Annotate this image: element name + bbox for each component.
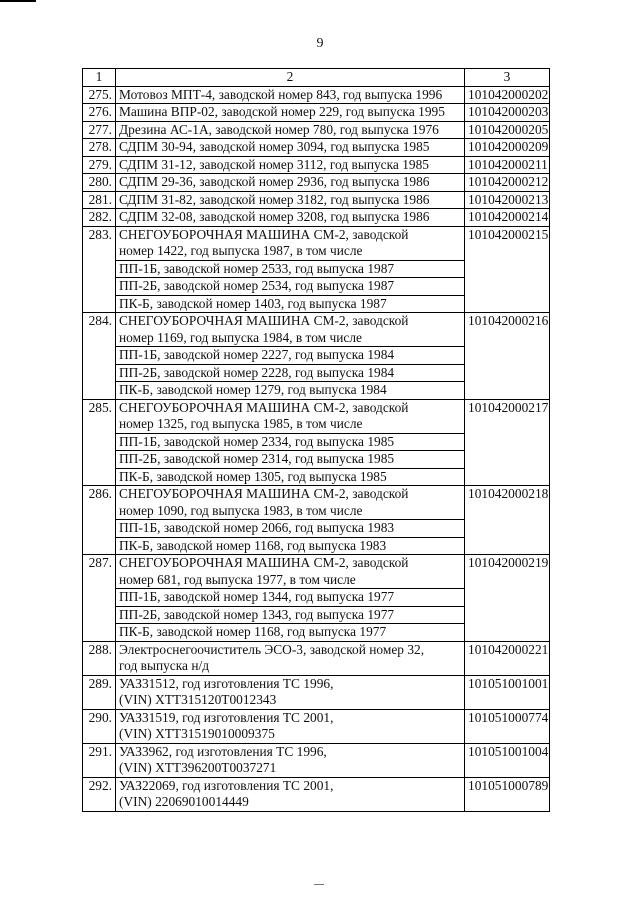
- inventory-code: 101042000215: [465, 226, 550, 313]
- description-line: (VIN) 22069010014449: [119, 794, 249, 809]
- header-col-2: 2: [116, 69, 465, 87]
- description-line: Мотовоз МПТ-4, заводской номер 843, год выпуска 1996: [119, 86, 443, 102]
- description-line: СДПМ 29-36, заводской номер 2936, год выпуска 1986: [119, 174, 430, 189]
- inventory-code: 101042000214: [465, 209, 550, 227]
- component-description: ПП-1Б, заводской номер 2227, год выпуска 1984: [116, 347, 465, 365]
- table-row: [83, 209, 550, 227]
- row-number: 286.: [83, 486, 116, 555]
- row-description: [116, 156, 465, 174]
- component-description: ПП-2Б, заводской номер 2534, год выпуска 1987: [116, 278, 465, 296]
- table-row: [83, 226, 550, 260]
- description-line: СДПМ 30-94, заводской номер 3094, год выпуска 1985: [119, 139, 430, 154]
- inventory-code: 101042000211: [465, 156, 550, 174]
- row-description: [116, 641, 465, 675]
- inventory-code: 101042000203: [465, 104, 550, 122]
- description-line: СДПМ 31-12, заводской номер 3112, год выпуска 1985: [119, 156, 429, 172]
- inventory-code: 101042000221: [465, 641, 550, 675]
- inventory-code: 101051000789: [465, 777, 550, 811]
- description-line: УАЗ31512, год изготовления ТС 1996,: [119, 675, 334, 691]
- description-line: СДПМ 32-08, заводской номер 3208, год выпуска 1986: [119, 209, 430, 224]
- row-description: [116, 139, 465, 157]
- table-row: [83, 104, 550, 122]
- table-row: [83, 191, 550, 209]
- description-line: Дрезина АС-1А, заводской номер 780, год выпуска 1976: [119, 121, 439, 137]
- component-description: ПК-Б, заводской номер 1168, год выпуска 1983: [116, 537, 465, 555]
- component-description: ПП-1Б, заводской номер 2533, год выпуска 1987: [116, 260, 465, 278]
- row-description: [116, 743, 465, 777]
- table-row: [83, 86, 550, 104]
- row-number: 275.: [83, 86, 116, 104]
- header-col-3: 3: [465, 69, 550, 87]
- table-row: [83, 121, 550, 139]
- row-number: 283.: [83, 226, 116, 313]
- table-row: [83, 641, 550, 675]
- row-number: 276.: [83, 104, 116, 122]
- inventory-code: 101051001004: [465, 743, 550, 777]
- row-description: [116, 86, 465, 104]
- description-line: номер 1325, год выпуска 1985, в том числе: [119, 416, 363, 431]
- inventory-code: 101042000216: [465, 313, 550, 400]
- table-row: [83, 399, 550, 433]
- row-number: 288.: [83, 641, 116, 675]
- row-description: [116, 121, 465, 139]
- description-line: (VIN) ХТТ31519010009375: [119, 726, 275, 741]
- inventory-code: 101042000217: [465, 399, 550, 486]
- row-description: [116, 209, 465, 227]
- inventory-code: 101042000219: [465, 555, 550, 642]
- row-description: [116, 174, 465, 192]
- row-number: 289.: [83, 675, 116, 709]
- description-line: (VIN) ХТТ396200Т0037271: [119, 760, 277, 775]
- component-description: ПП-1Б, заводской номер 2066, год выпуска 1983: [116, 520, 465, 538]
- description-line: СНЕГОУБОРОЧНАЯ МАШИНА СМ-2, заводской: [119, 226, 409, 242]
- table-row: [83, 174, 550, 192]
- row-number: 279.: [83, 156, 116, 174]
- table-row: [83, 709, 550, 743]
- inventory-code: 101042000205: [465, 121, 550, 139]
- row-description: [116, 486, 465, 520]
- description-line: СНЕГОУБОРОЧНАЯ МАШИНА СМ-2, заводской: [119, 399, 409, 415]
- description-line: УАЗ3962, год изготовления ТС 1996,: [119, 743, 327, 759]
- page-number: 9: [316, 36, 324, 51]
- row-number: 282.: [83, 209, 116, 227]
- corner-mark: [0, 0, 36, 2]
- row-description: [116, 313, 465, 347]
- component-description: ПК-Б, заводской номер 1403, год выпуска 1987: [116, 295, 465, 313]
- row-number: 280.: [83, 174, 116, 192]
- row-description: [116, 777, 465, 811]
- row-number: 277.: [83, 121, 116, 139]
- table-header-row: [83, 69, 550, 87]
- row-description: [116, 709, 465, 743]
- inventory-code: 101042000213: [465, 191, 550, 209]
- row-description: [116, 226, 465, 260]
- row-number: 285.: [83, 399, 116, 486]
- table-row: [83, 139, 550, 157]
- table-row: [83, 743, 550, 777]
- description-line: УАЗ31519, год изготовления ТС 2001,: [119, 709, 334, 725]
- inventory-code: 101042000212: [465, 174, 550, 192]
- table-body: [83, 69, 550, 812]
- description-line: номер 681, год выпуска 1977, в том числе: [119, 571, 356, 587]
- component-description: ПП-1Б, заводской номер 1344, год выпуска 1977: [116, 589, 465, 607]
- description-line: СНЕГОУБОРОЧНАЯ МАШИНА СМ-2, заводской: [119, 486, 409, 501]
- component-description: ПК-Б, заводской номер 1279, год выпуска 1984: [116, 382, 465, 400]
- description-line: номер 1169, год выпуска 1984, в том числе: [119, 329, 362, 345]
- table-row: [83, 313, 550, 347]
- row-number: 278.: [83, 139, 116, 157]
- row-number: 287.: [83, 555, 116, 642]
- row-description: [116, 555, 465, 589]
- row-description: [116, 399, 465, 433]
- component-description: ПП-2Б, заводской номер 2228, год выпуска 1984: [116, 364, 465, 382]
- row-description: [116, 104, 465, 122]
- inventory-code: 101042000218: [465, 486, 550, 555]
- row-number: 284.: [83, 313, 116, 400]
- inventory-table: [82, 68, 550, 812]
- description-line: Машина ВПР-02, заводской номер 229, год выпуска 1995: [119, 104, 445, 119]
- row-number: 290.: [83, 709, 116, 743]
- description-line: СНЕГОУБОРОЧНАЯ МАШИНА СМ-2, заводской: [119, 555, 409, 570]
- inventory-code: 101042000209: [465, 139, 550, 157]
- inventory-code: 101051000774: [465, 709, 550, 743]
- header-col-1: 1: [83, 69, 116, 87]
- table-row: [83, 156, 550, 174]
- description-line: (VIN) ХТТ315120Т0012343: [119, 692, 277, 707]
- component-description: ПП-1Б, заводской номер 2334, год выпуска 1985: [116, 433, 465, 451]
- scan-mark: [314, 884, 324, 885]
- description-line: год выпуска н/д: [119, 658, 210, 673]
- description-line: Электроснегоочиститель ЭСО-3, заводской номер 32,: [119, 641, 425, 657]
- table-row: [83, 777, 550, 811]
- description-line: номер 1422, год выпуска 1987, в том числе: [119, 243, 363, 258]
- description-line: номер 1090, год выпуска 1983, в том числе: [119, 502, 363, 518]
- inventory-code: 101042000202: [465, 86, 550, 104]
- table-row: [83, 555, 550, 589]
- component-description: ПК-Б, заводской номер 1305, год выпуска 1985: [116, 468, 465, 486]
- row-number: 291.: [83, 743, 116, 777]
- inventory-code: 101051001001: [465, 675, 550, 709]
- description-line: УАЗ22069, год изготовления ТС 2001,: [119, 777, 334, 793]
- component-description: ПК-Б, заводской номер 1168, год выпуска 1977: [116, 624, 465, 642]
- row-number: 292.: [83, 777, 116, 811]
- table-row: [83, 486, 550, 520]
- component-description: ПП-2Б, заводской номер 2314, год выпуска 1985: [116, 451, 465, 469]
- row-description: [116, 191, 465, 209]
- table-row: [83, 675, 550, 709]
- row-description: [116, 675, 465, 709]
- component-description: ПП-2Б, заводской номер 1343, год выпуска 1977: [116, 606, 465, 624]
- description-line: СНЕГОУБОРОЧНАЯ МАШИНА СМ-2, заводской: [119, 313, 409, 328]
- description-line: СДПМ 31-82, заводской номер 3182, год выпуска 1986: [119, 191, 430, 207]
- row-number: 281.: [83, 191, 116, 209]
